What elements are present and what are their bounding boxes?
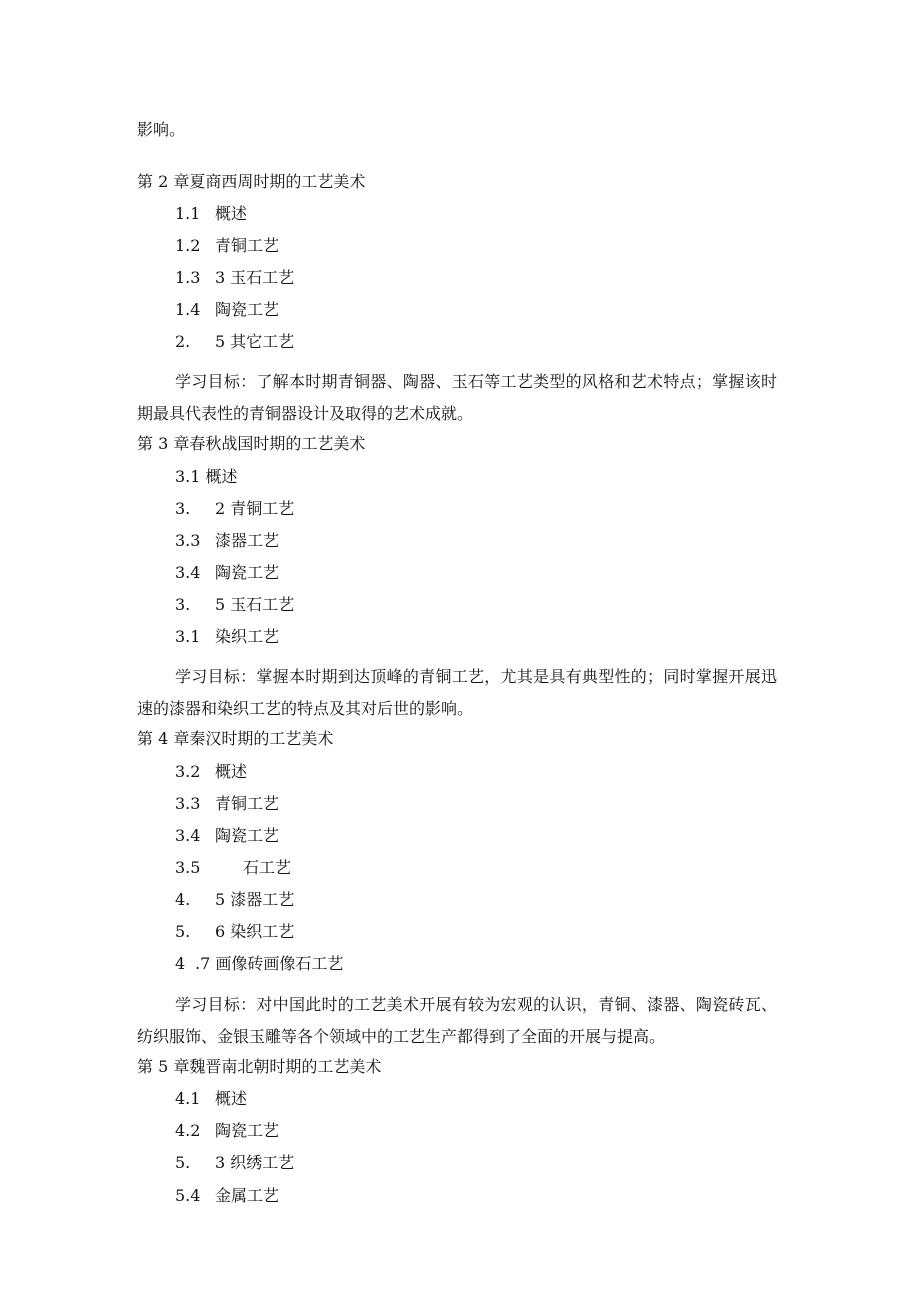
section-label: .7 画像砖画像石工艺: [195, 954, 344, 973]
section-label: 6 染织工艺: [215, 922, 295, 941]
chapter-3-section-5: [175, 595, 294, 615]
chapter-3-section-3: [175, 531, 279, 551]
section-number: 3.3: [175, 531, 201, 550]
section-number: 1.3: [175, 268, 201, 287]
chapter-4-learning-goal: 学习目标：对中国此时的工艺美术开展有较为宏观的认识，青铜、漆器、陶瓷砖瓦、纺织服饰、金银玉雕等各个领域中的工艺生产都得到了全面的开展与提高。: [137, 995, 777, 1046]
section-number: 3.2: [175, 762, 201, 781]
chapter-3-section-4: [175, 563, 279, 583]
intro-tail-text: 影响。: [137, 120, 186, 139]
section-number: 3.4: [175, 563, 201, 582]
section-label: 金属工艺: [215, 1186, 280, 1205]
section-number: 5.4: [175, 1186, 201, 1205]
chapter-4-section-4: [175, 858, 291, 878]
section-number: 4.2: [175, 1121, 201, 1140]
section-label: 染织工艺: [215, 627, 280, 646]
section-label: 概述: [215, 204, 248, 223]
chapter-3-section-1: [175, 467, 238, 487]
section-number: 3.5: [175, 858, 201, 877]
chapter-4-section-5: [175, 890, 294, 910]
section-label: 石工艺: [243, 858, 292, 877]
section-number: 3.3: [175, 794, 201, 813]
section-label: 3 玉石工艺: [215, 268, 295, 287]
section-number: 1.4: [175, 300, 201, 319]
section-label: 5 玉石工艺: [215, 595, 295, 614]
chapter-2-section-1: [175, 204, 247, 224]
section-label: 陶瓷工艺: [215, 300, 280, 319]
section-number: 4.1: [175, 1089, 201, 1108]
section-label: 概述: [215, 1089, 248, 1108]
chapter-5-section-2: [175, 1121, 279, 1141]
section-number: 4: [175, 954, 186, 973]
section-number: 3.4: [175, 826, 201, 845]
chapter-2-section-5: [175, 332, 294, 352]
chapter-4-heading: 第 4 章秦汉时期的工艺美术: [137, 729, 334, 748]
section-number: 5.: [175, 922, 191, 941]
section-number: 1.1: [175, 204, 201, 223]
section-label: 2 青铜工艺: [215, 499, 295, 518]
chapter-4-section-7: [175, 954, 343, 974]
section-label: 陶瓷工艺: [215, 826, 280, 845]
section-label: 5 漆器工艺: [215, 890, 295, 909]
section-number: 5.: [175, 1153, 191, 1172]
chapter-5-section-3: [175, 1153, 294, 1173]
chapter-5-section-1: [175, 1089, 247, 1109]
chapter-2-section-3: [175, 268, 294, 288]
section-label: 青铜工艺: [215, 794, 280, 813]
chapter-3-heading: 第 3 章春秋战国时期的工艺美术: [137, 434, 366, 453]
section-label: 3 织绣工艺: [215, 1153, 295, 1172]
chapter-4-section-6: [175, 922, 294, 942]
section-label: 青铜工艺: [215, 236, 280, 255]
chapter-4-section-2: [175, 794, 279, 814]
section-number: 3.1: [175, 467, 201, 486]
chapter-2-heading: 第 2 章夏商西周时期的工艺美术: [137, 172, 366, 191]
section-label: 概述: [205, 467, 238, 486]
section-label: 陶瓷工艺: [215, 1121, 280, 1140]
section-number: 1.2: [175, 236, 201, 255]
chapter-3-section-2: [175, 499, 294, 519]
section-number: 4.: [175, 890, 191, 909]
section-number: 3.: [175, 499, 191, 518]
section-number: 3.: [175, 595, 191, 614]
section-number: 2.: [175, 332, 191, 351]
section-label: 陶瓷工艺: [215, 563, 280, 582]
chapter-5-heading: 第 5 章魏晋南北朝时期的工艺美术: [137, 1057, 382, 1076]
chapter-3-section-6: [175, 627, 279, 647]
section-label: 概述: [215, 762, 248, 781]
chapter-4-section-1: [175, 762, 247, 782]
chapter-4-section-3: [175, 826, 279, 846]
section-label: 漆器工艺: [215, 531, 280, 550]
chapter-5-section-4: [175, 1186, 279, 1206]
chapter-2-learning-goal: 学习目标：了解本时期青铜器、陶器、玉石等工艺类型的风格和艺术特点；掌握该时期最具代表性的青铜器设计及取得的艺术成就。: [137, 372, 777, 423]
section-label: 5 其它工艺: [215, 332, 295, 351]
section-number: 3.1: [175, 627, 201, 646]
chapter-2-section-4: [175, 300, 279, 320]
chapter-3-learning-goal: 学习目标：掌握本时期到达顶峰的青铜工艺，尤其是具有典型性的；同时掌握开展迅速的漆器和染织工艺的特点及其对后世的影响。: [137, 667, 777, 718]
chapter-2-section-2: [175, 236, 279, 256]
